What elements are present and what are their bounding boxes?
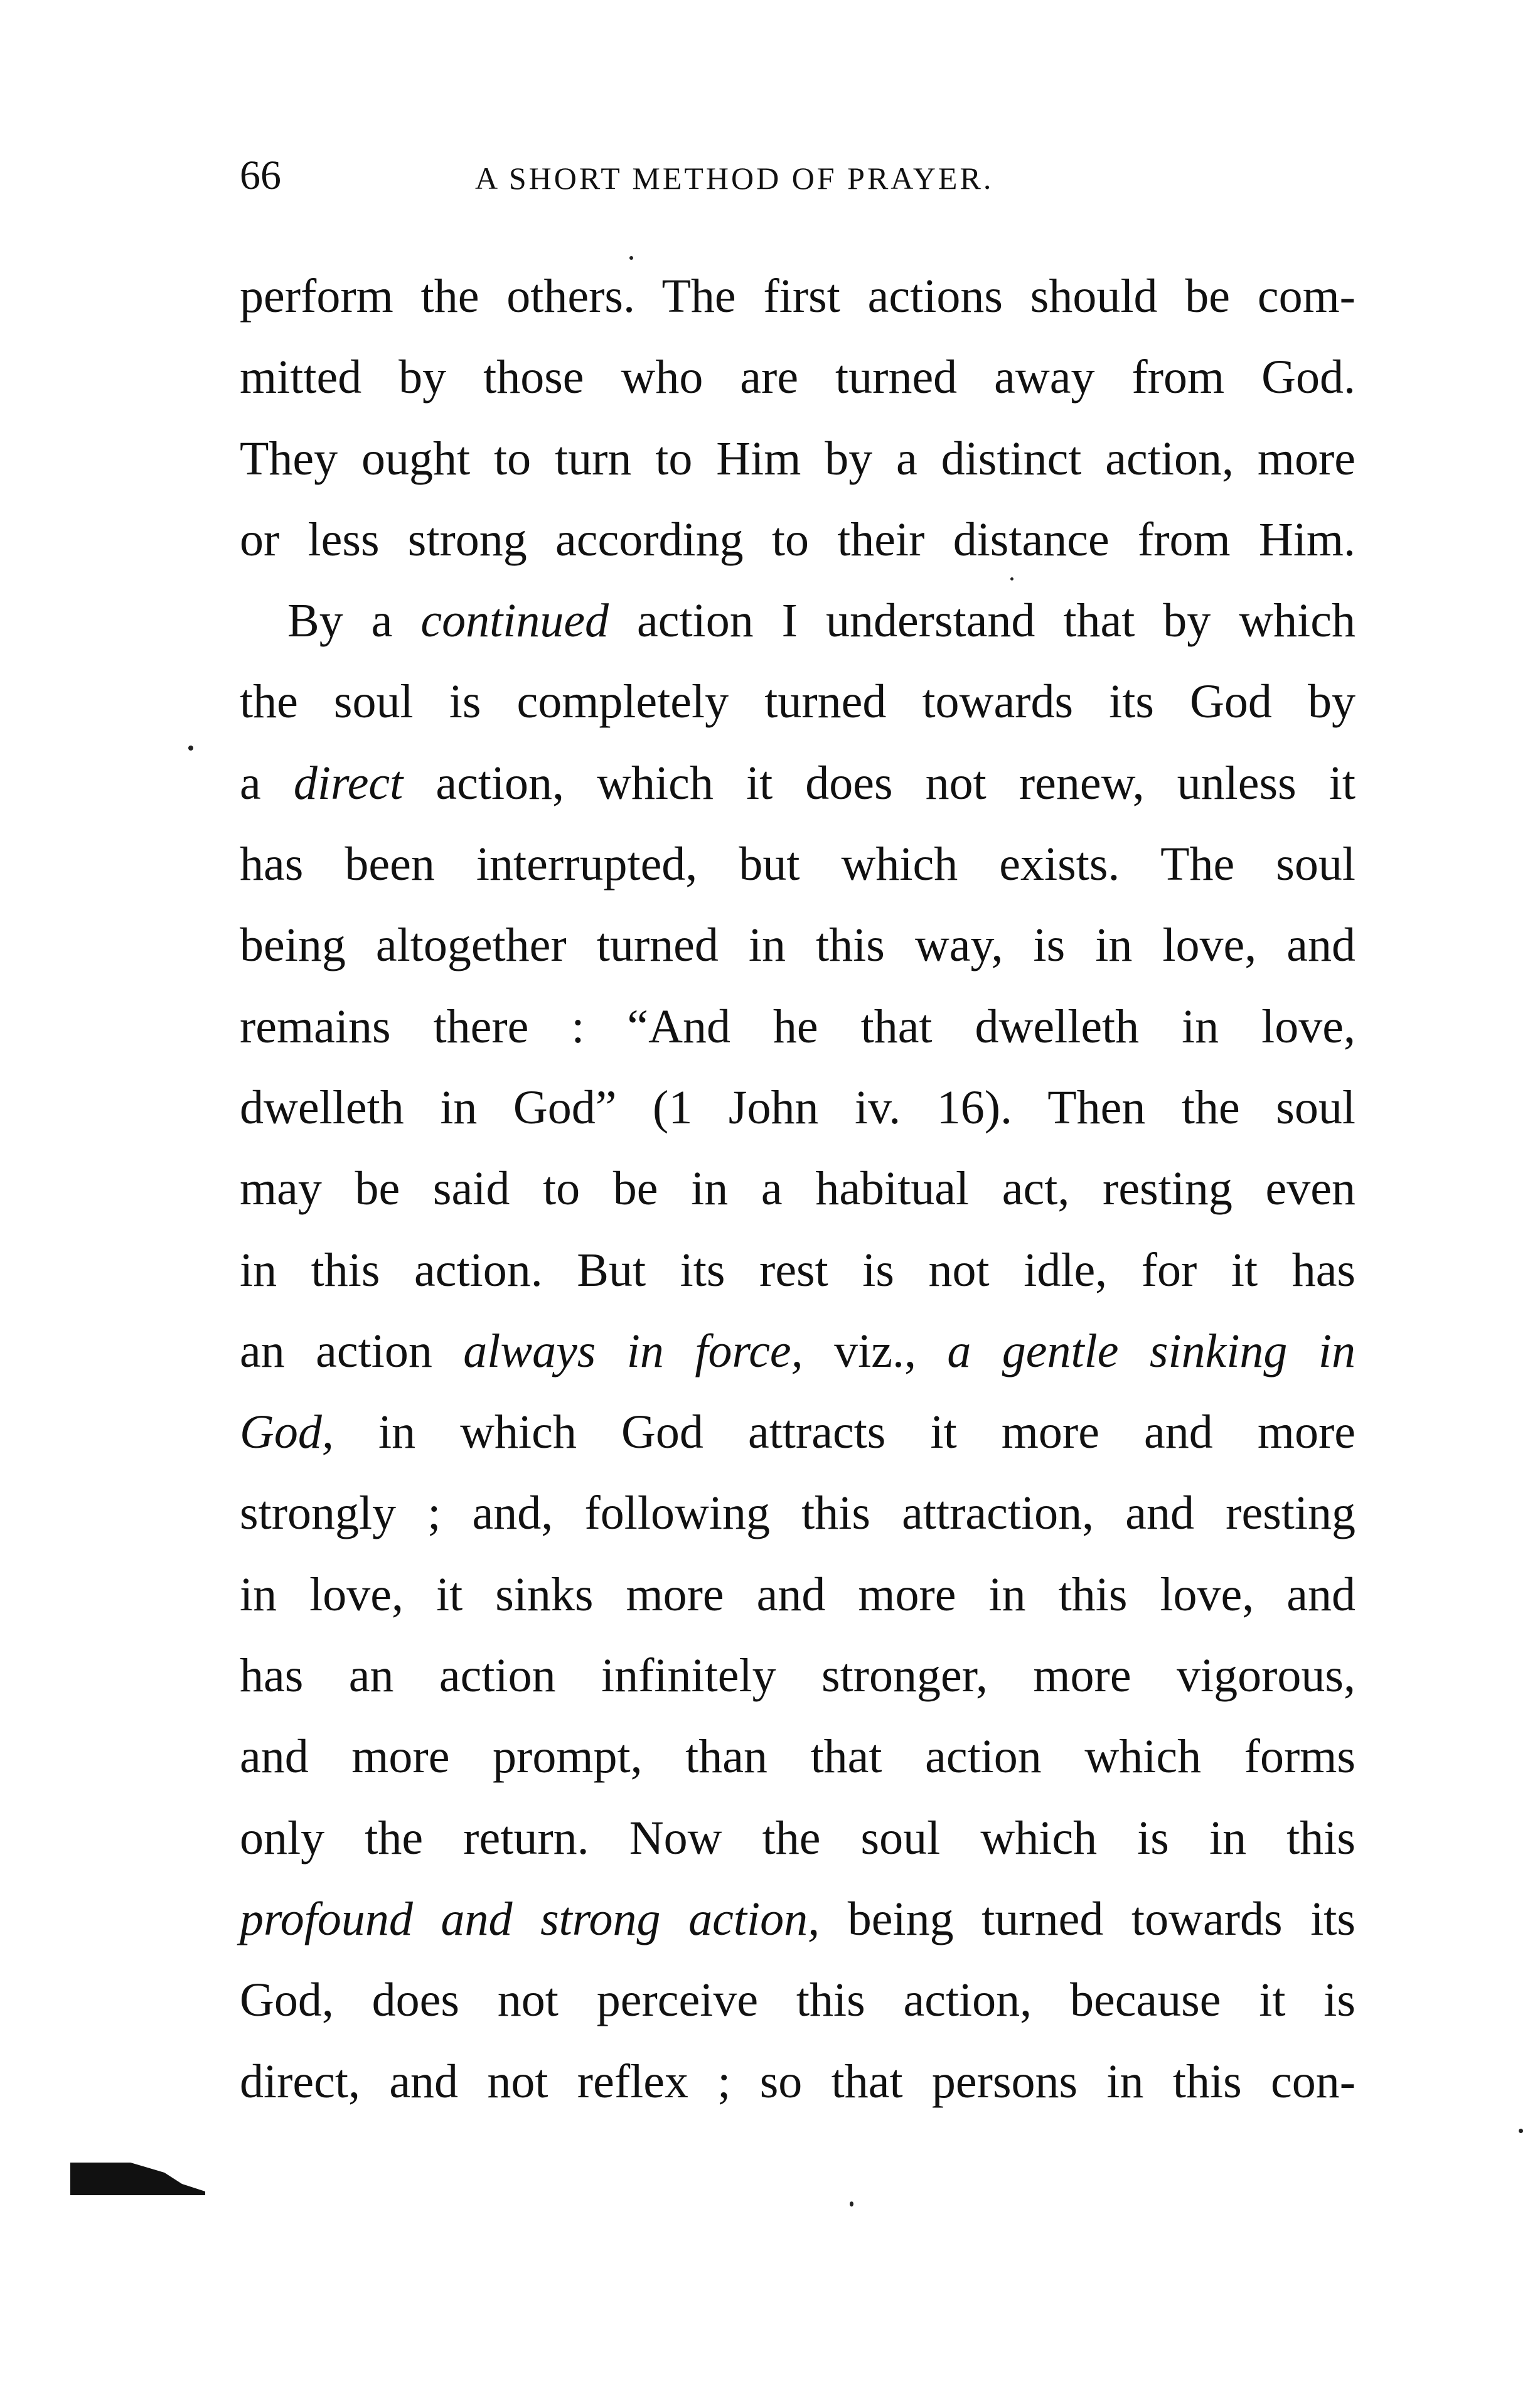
italic-text: always in force, [463, 1324, 803, 1377]
print-speck [188, 746, 193, 751]
text-line [240, 1635, 1356, 1716]
text-segment: action I understand that by which [609, 594, 1356, 648]
text-segment: the soul is completely turned towards its God by [240, 675, 1356, 729]
text-segment: in which God attracts it more and more [333, 1406, 1356, 1459]
text-line [240, 1392, 1356, 1473]
text-line [240, 2041, 1356, 2122]
italic-text: direct [293, 756, 404, 810]
text-segment: remains there : “And he that dwelleth in love, [240, 1000, 1356, 1053]
text-segment: direct, and not reflex ; so that persons in this con- [240, 2055, 1356, 2108]
italic-text: continued [420, 594, 609, 648]
text-line [240, 987, 1356, 1067]
text-segment: only the return. Now the soul which is in this [240, 1811, 1356, 1864]
text-line [240, 337, 1356, 418]
text-line [240, 419, 1356, 500]
print-speck [1519, 2129, 1523, 2133]
text-segment: By a [287, 594, 421, 648]
text-segment: dwelleth in God” (1 John iv. 16). Then the soul [240, 1081, 1356, 1134]
text-line [240, 580, 1356, 661]
text-line [240, 1960, 1356, 2041]
text-line [240, 1716, 1356, 1797]
text-segment: strongly ; and, following this attraction, and resting [240, 1487, 1356, 1540]
text-segment: mitted by those who are turned away from God. [240, 351, 1356, 404]
print-speck [850, 2201, 853, 2206]
body-text [240, 256, 1356, 2122]
text-segment: being altogether turned in this way, is in love, and [240, 919, 1356, 972]
text-line [240, 743, 1356, 824]
text-segment: has been interrupted, but which exists. The soul [240, 838, 1356, 891]
text-segment: They ought to turn to Him by a distinct action, more [240, 432, 1356, 485]
page-header [240, 151, 1344, 201]
text-line [240, 824, 1356, 905]
text-segment: perform the others. The first actions should be com- [240, 270, 1356, 323]
text-line [240, 1879, 1356, 1960]
text-segment: in this action. But its rest is not idle, for it has [240, 1243, 1356, 1297]
text-line [240, 1067, 1356, 1148]
text-line [240, 1230, 1356, 1311]
text-segment: may be said to be in a habitual act, resting even [240, 1162, 1356, 1216]
text-segment: an action [240, 1324, 464, 1377]
text-segment: being turned towards its [820, 1892, 1356, 1945]
italic-text: a gentle sinking in [947, 1324, 1356, 1377]
text-segment: a [240, 756, 294, 810]
text-segment: viz., [803, 1324, 948, 1377]
text-line [240, 1473, 1356, 1554]
italic-text: God, [240, 1406, 334, 1459]
text-segment: action, which it does not renew, unless it [403, 756, 1356, 810]
text-segment: has an action infinitely stronger, more vigorous, [240, 1649, 1356, 1703]
ink-mark-decoration [70, 2160, 205, 2196]
page-number: 66 [240, 152, 281, 198]
print-speck [629, 256, 633, 260]
text-line [240, 1311, 1356, 1392]
print-speck [1010, 577, 1013, 580]
text-line [240, 905, 1356, 986]
text-line [240, 661, 1356, 742]
text-line [240, 1554, 1356, 1635]
text-line [240, 1148, 1356, 1229]
text-line [240, 1798, 1356, 1879]
text-segment: or less strong according to their distance from Him. [240, 513, 1356, 566]
text-segment: and more prompt, than that action which forms [240, 1730, 1356, 1784]
text-line [240, 256, 1356, 337]
running-title: A SHORT METHOD OF PRAYER. [475, 161, 994, 196]
italic-text: profound and strong action, [240, 1892, 820, 1945]
text-segment: in love, it sinks more and more in this love, and [240, 1568, 1356, 1621]
text-segment: God, does not perceive this action, because it is [240, 1974, 1356, 2027]
text-line [240, 500, 1356, 580]
